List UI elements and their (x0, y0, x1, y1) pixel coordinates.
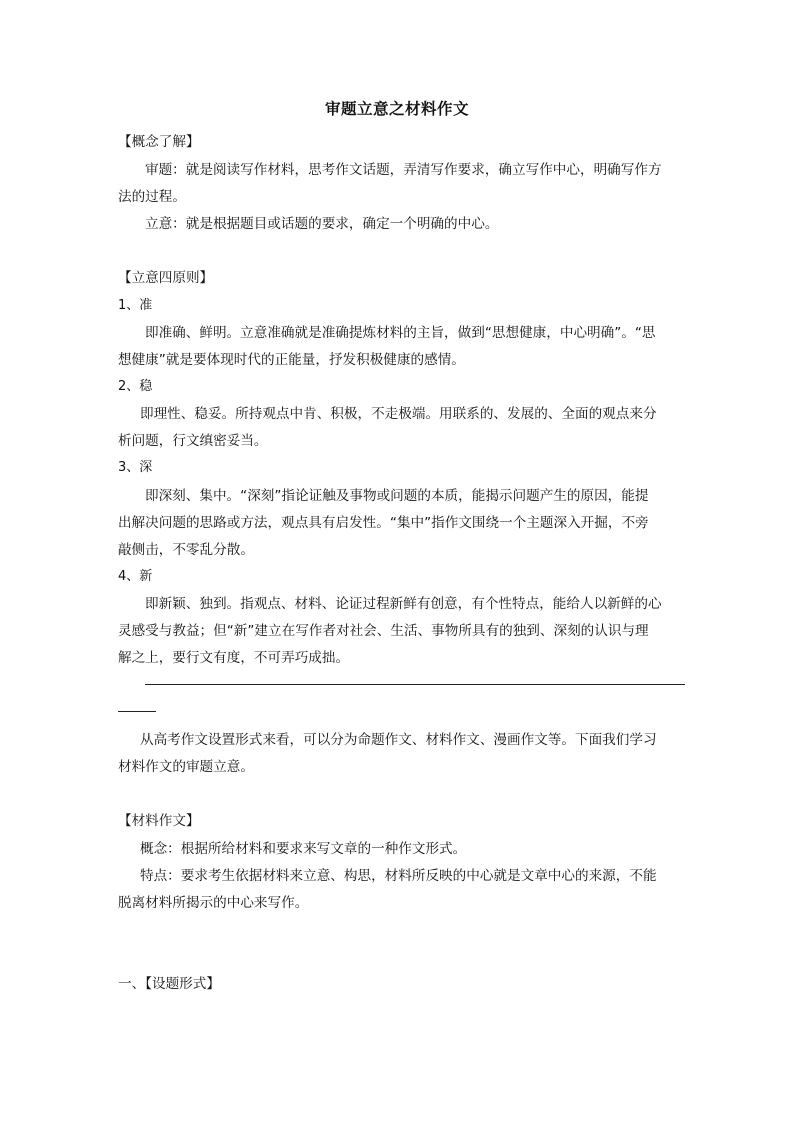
transition-paragraph-line: 从高考作文设置形式来看，可以分为命题作文、材料作文、漫画作文等。下面我们学习 (140, 732, 657, 748)
principle-text-line: 解之上，要行文有度，不可弄巧成拙。 (118, 650, 350, 666)
principle-label: 2、稳 (118, 379, 153, 394)
separator-line-tail (118, 711, 156, 712)
principle-text-line: 即理性、稳妥。所持观点中肯、积极，不走极端。用联系的、发展的、全面的观点来分 (140, 406, 657, 422)
principle-text-line: 即新颖、独到。指观点、材料、论证过程新鲜有创意，有个性特点，能给人以新鲜的心 (145, 596, 662, 612)
material-feature-line: 特点：要求考生依据材料来立意、构思，材料所反映的中心就是文章中心的来源，不能 (140, 868, 657, 884)
principles-heading: 【立意四原则】 (118, 270, 214, 286)
principle-text-line: 析问题，行文缜密妥当。 (118, 433, 268, 449)
principle-text-line: 即深刻、集中。“深刻”指论证触及事物或问题的本质，能揭示问题产生的原因，能提 (145, 488, 649, 504)
principle-text-line: 即准确、鲜明。立意准确就是准确提炼材料的主旨，做到“思想健康，中心明确”。“思 (145, 325, 656, 341)
principle-text-line: 想健康”就是要体现时代的正能量，抒发积极健康的感情。 (118, 352, 465, 368)
material-feature-line: 脱离材料所揭示的中心来写作。 (118, 895, 309, 911)
material-heading: 【材料作文】 (118, 813, 200, 829)
separator-line (145, 684, 685, 685)
shenti-paragraph-line: 审题：就是阅读写作材料，思考作文话题，弄清写作要求，确立写作中心，明确写作方 (145, 162, 662, 178)
principle-text-line: 出解决问题的思路或方法，观点具有启发性。“集中”指作文围绕一个主题深入开掘，不旁 (118, 515, 649, 531)
principle-label: 1、准 (118, 298, 153, 313)
shenti-paragraph-line: 法的过程。 (118, 189, 186, 205)
principle-label: 3、深 (118, 460, 153, 475)
document-title: 审题立意之材料作文 (324, 100, 469, 118)
liyi-paragraph: 立意：就是根据题目或话题的要求，确定一个明确的中心。 (145, 216, 499, 232)
concept-heading: 【概念了解】 (118, 134, 200, 150)
principle-text-line: 敲侧击，不零乱分散。 (118, 542, 254, 558)
principle-text-line: 灵感受与教益；但“新”建立在写作者对社会、生活、事物所具有的独到、深刻的认识与理 (118, 623, 649, 639)
material-concept: 概念：根据所给材料和要求来写文章的一种作文形式。 (140, 841, 467, 857)
transition-paragraph-line: 材料作文的审题立意。 (118, 759, 254, 775)
section-one-heading: 一、【设题形式】 (118, 976, 220, 992)
principle-label: 4、新 (118, 569, 153, 584)
